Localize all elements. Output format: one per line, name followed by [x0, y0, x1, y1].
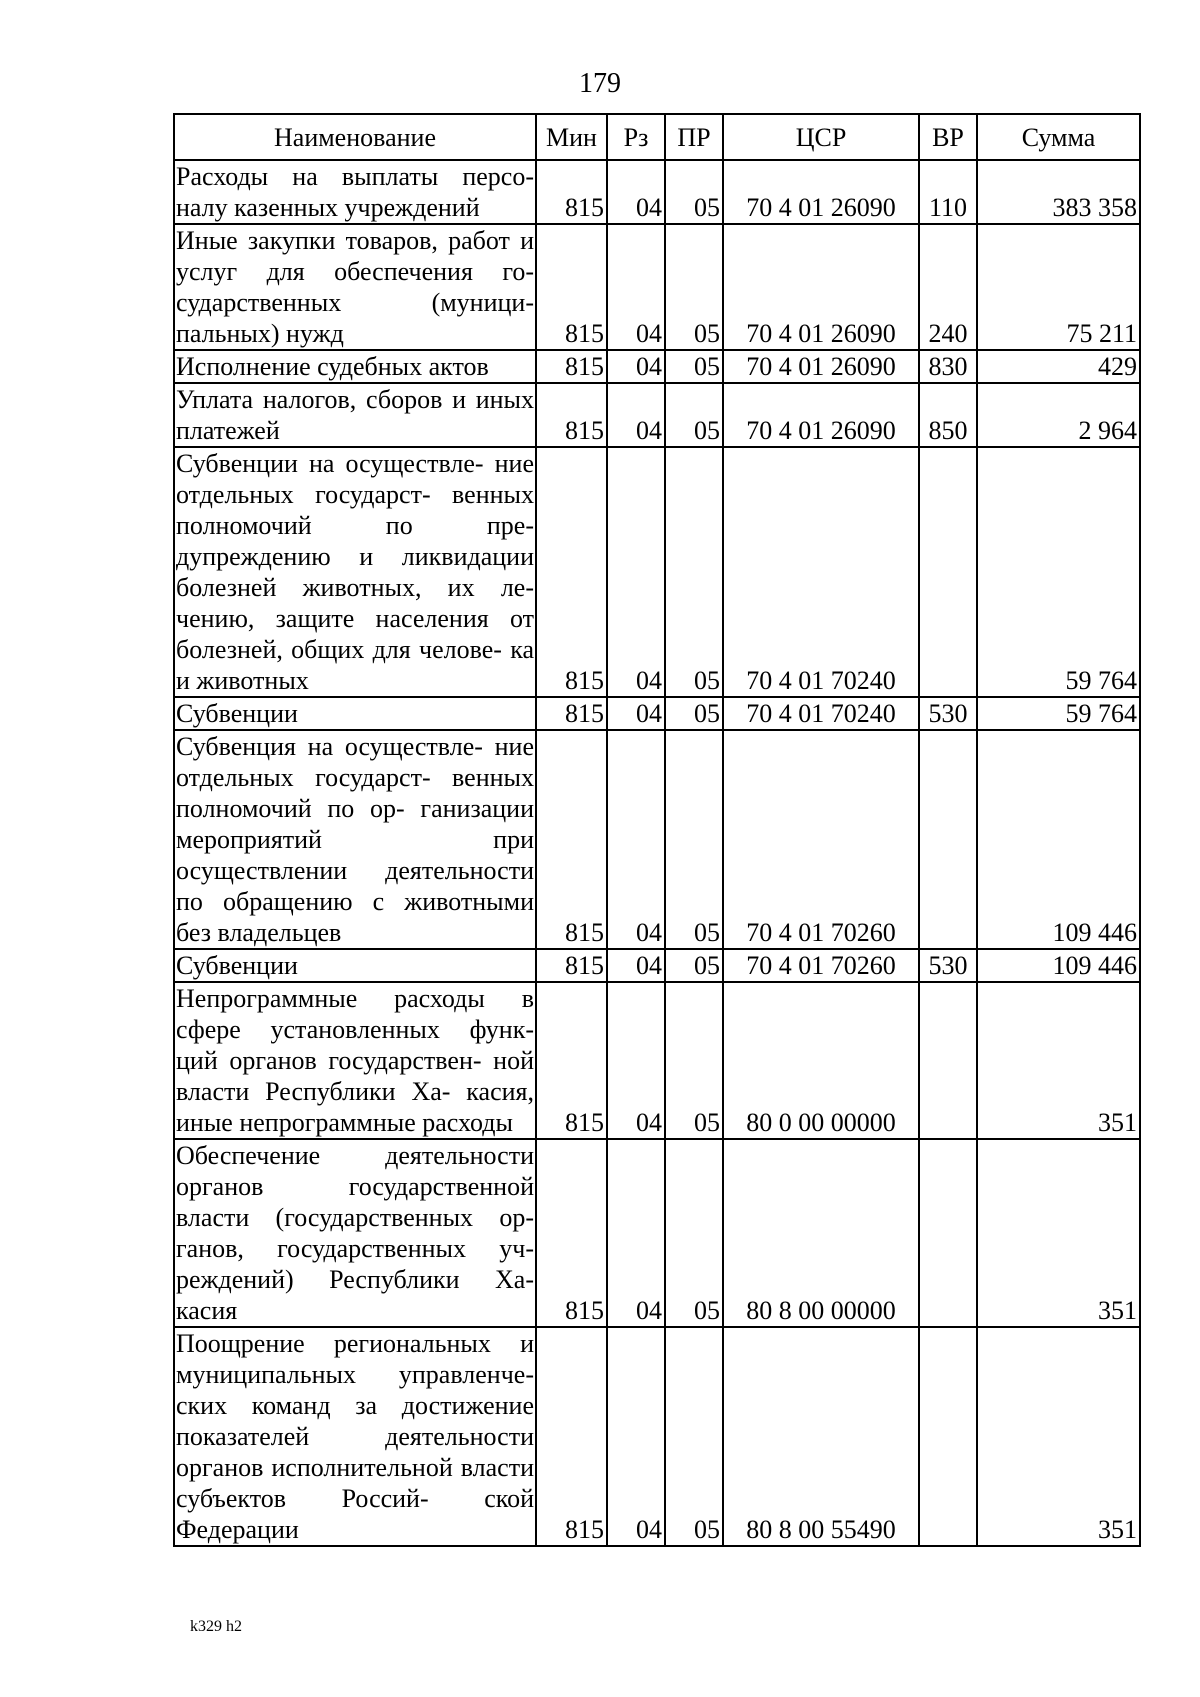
cell-min: 815: [536, 350, 607, 383]
cell-rz: 04: [607, 224, 665, 350]
cell-vr: 530: [919, 949, 977, 982]
cell-sum: 351: [977, 1327, 1140, 1546]
cell-pr: 05: [665, 1327, 723, 1546]
cell-min: 815: [536, 697, 607, 730]
cell-name: Субвенция на осуществле- ние отдельных государст- венных полномочий по ор- ганизации мероприятий при осуществлении деятельности по обращению с животными без владельцев: [176, 732, 534, 947]
cell-sum: 351: [977, 1139, 1140, 1327]
table-row: [174, 1139, 1140, 1327]
cell-vr: 530: [919, 697, 977, 730]
cell-sum: 75 211: [977, 224, 1140, 350]
cell-pr: 05: [665, 383, 723, 447]
table-row: [174, 697, 1140, 730]
cell-name: Непрограммные расходы в сфере установленных функ- ций органов государствен- ной власти Республики Ха- касия, иные непрограммные расходы: [176, 984, 534, 1137]
cell-min: 815: [536, 1327, 607, 1546]
table-row: [174, 224, 1140, 350]
cell-name: Расходы на выплаты персо- налу казенных учреждений: [176, 162, 534, 222]
cell-vr: 240: [919, 224, 977, 350]
table-row: [174, 383, 1140, 447]
cell-min: 815: [536, 982, 607, 1139]
table-row: [174, 730, 1140, 949]
header-csr: ЦСР: [723, 114, 919, 160]
cell-rz: 04: [607, 1327, 665, 1546]
cell-pr: 05: [665, 697, 723, 730]
table-body: [174, 160, 1140, 1546]
cell-rz: 04: [607, 697, 665, 730]
cell-vr: [919, 447, 977, 697]
table-row: [174, 982, 1140, 1139]
cell-vr: [919, 1327, 977, 1546]
cell-name: Обеспечение деятельности органов государственной власти (государственных ор- ганов, государственных уч- реждений) Республики Ха- касия: [176, 1141, 534, 1325]
cell-vr: [919, 982, 977, 1139]
cell-name: Субвенции: [174, 949, 536, 982]
table-header-row: [174, 114, 1140, 160]
header-min: Мин: [536, 114, 607, 160]
cell-sum: 59 764: [977, 447, 1140, 697]
cell-pr: 05: [665, 160, 723, 224]
page-number: 179: [579, 68, 621, 99]
cell-rz: 04: [607, 383, 665, 447]
cell-csr: 70 4 01 70260: [723, 730, 919, 949]
cell-min: 815: [536, 160, 607, 224]
cell-sum: 59 764: [977, 697, 1140, 730]
cell-csr: 70 4 01 70240: [723, 447, 919, 697]
cell-pr: 05: [665, 982, 723, 1139]
table-row: [174, 1327, 1140, 1546]
table-row: [174, 949, 1140, 982]
cell-min: 815: [536, 224, 607, 350]
cell-rz: 04: [607, 447, 665, 697]
cell-csr: 80 8 00 00000: [723, 1139, 919, 1327]
cell-rz: 04: [607, 1139, 665, 1327]
cell-min: 815: [536, 949, 607, 982]
header-sum: Сумма: [977, 114, 1140, 160]
cell-pr: 05: [665, 350, 723, 383]
cell-rz: 04: [607, 982, 665, 1139]
cell-name: Субвенции: [174, 697, 536, 730]
cell-name: Иные закупки товаров, работ и услуг для обеспечения го- сударственных (муници- пальных) нужд: [176, 226, 534, 348]
cell-sum: 109 446: [977, 730, 1140, 949]
cell-sum: 383 358: [977, 160, 1140, 224]
header-rz: Рз: [607, 114, 665, 160]
table-row: [174, 160, 1140, 224]
cell-vr: 850: [919, 383, 977, 447]
cell-name: Поощрение региональных и муниципальных управленче- ских команд за достижение показателей деятельности органов исполнительной власти субъектов Россий- ской Федерации: [176, 1329, 534, 1544]
cell-min: 815: [536, 447, 607, 697]
cell-sum: 2 964: [977, 383, 1140, 447]
header-name: Наименование: [174, 114, 536, 160]
cell-name: Субвенции на осуществле- ние отдельных государст- венных полномочий по пре- дупреждению и ликвидации болезней животных, их ле- чению, защите населения от болезней, общих для челове- ка и животных: [176, 449, 534, 695]
cell-rz: 04: [607, 350, 665, 383]
header-vr: ВР: [919, 114, 977, 160]
cell-rz: 04: [607, 949, 665, 982]
footer-document-code: k329 h2: [190, 1618, 242, 1635]
table-row: [174, 447, 1140, 697]
cell-min: 815: [536, 383, 607, 447]
cell-name: Уплата налогов, сборов и иных платежей: [176, 385, 534, 445]
cell-sum: 351: [977, 982, 1140, 1139]
cell-csr: 70 4 01 26090: [723, 383, 919, 447]
table-row: [174, 350, 1140, 383]
cell-vr: 830: [919, 350, 977, 383]
cell-sum: 109 446: [977, 949, 1140, 982]
cell-pr: 05: [665, 1139, 723, 1327]
budget-table: [173, 113, 1141, 1547]
cell-pr: 05: [665, 224, 723, 350]
cell-csr: 70 4 01 70240: [723, 697, 919, 730]
cell-pr: 05: [665, 730, 723, 949]
cell-csr: 70 4 01 26090: [723, 160, 919, 224]
cell-pr: 05: [665, 447, 723, 697]
cell-csr: 80 0 00 00000: [723, 982, 919, 1139]
cell-pr: 05: [665, 949, 723, 982]
cell-csr: 70 4 01 70260: [723, 949, 919, 982]
cell-sum: 429: [977, 350, 1140, 383]
cell-csr: 70 4 01 26090: [723, 350, 919, 383]
cell-csr: 80 8 00 55490: [723, 1327, 919, 1546]
cell-min: 815: [536, 1139, 607, 1327]
cell-csr: 70 4 01 26090: [723, 224, 919, 350]
cell-vr: 110: [919, 160, 977, 224]
cell-rz: 04: [607, 730, 665, 949]
cell-min: 815: [536, 730, 607, 949]
cell-rz: 04: [607, 160, 665, 224]
cell-vr: [919, 1139, 977, 1327]
header-pr: ПР: [665, 114, 723, 160]
cell-name: Исполнение судебных актов: [174, 350, 536, 383]
cell-vr: [919, 730, 977, 949]
